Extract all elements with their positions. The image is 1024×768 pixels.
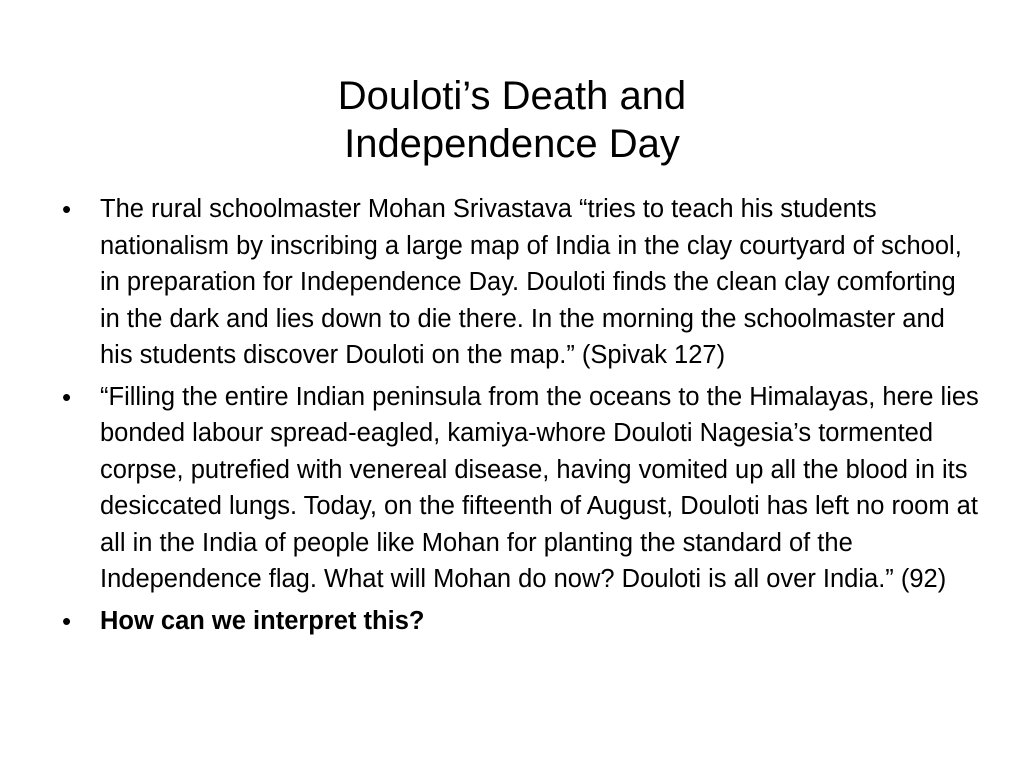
bullet-dot-icon: • xyxy=(62,381,72,412)
bullet-text: The rural schoolmaster Mohan Srivastava “tries to teach his students nationalism by inscribing a large map of India in the clay courtyard of school, in preparation for Independence Day. Douloti finds the clean clay comforting in the dark and lies down to die there. In the morning the schoolmaster and his students discover Douloti on the map.” (Spivak 127) xyxy=(100,195,962,369)
slide-title xyxy=(112,72,912,168)
bullet-item xyxy=(62,379,982,598)
title-line-2: Independence Day xyxy=(344,121,680,166)
bullet-item xyxy=(62,603,982,640)
bullet-text-question: How can we interpret this? xyxy=(100,606,425,635)
bullet-text: “Filling the entire Indian peninsula from the oceans to the Himalayas, here lies bonded labour spread-eagled, kamiya-whore Douloti Nagesia’s tormented corpse, putrefied with venereal disease, having vomited up all the blood in its desiccated lungs. Today, on the fifteenth of August, Douloti has left no room at all in the India of people like Mohan for planting the standard of the Independence flag. What will Mohan do now? Douloti is all over India.” (92) xyxy=(100,382,979,593)
bullet-dot-icon: • xyxy=(62,194,72,224)
bullet-list xyxy=(62,191,982,644)
title-line-1: Douloti’s Death and xyxy=(337,73,687,118)
bullet-dot-icon: • xyxy=(62,605,72,636)
bullet-item xyxy=(62,191,982,374)
